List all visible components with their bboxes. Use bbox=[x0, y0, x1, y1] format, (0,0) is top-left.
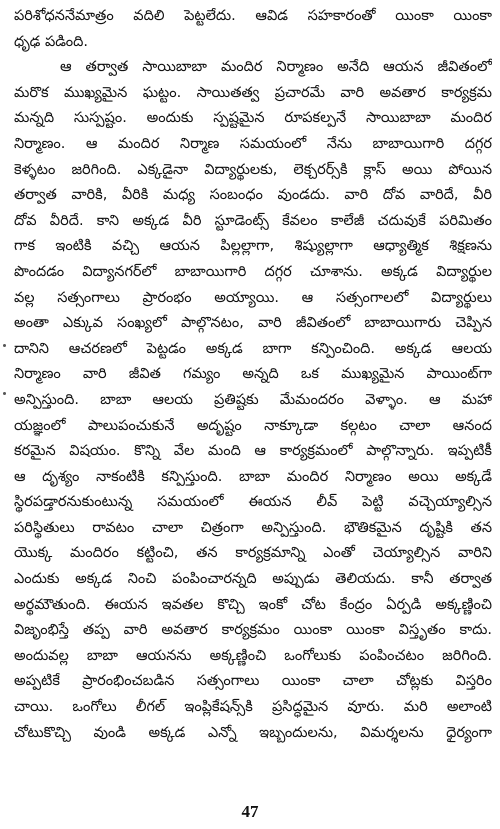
margin-speck bbox=[3, 392, 6, 395]
text-line: వల్ల సత్సంగాలు ప్రారంభం అయ్యాయి. ఆ సత్సంగాలలో విద్యార్థులు bbox=[14, 289, 492, 306]
text-line: చోటుకొచ్చి వుండి అక్కడ ఎన్నో ఇబ్బందులను, విమర్శలను ధైర్యంగా bbox=[14, 724, 492, 741]
text-line: కరమైన విషయం. కొన్ని వేల మంది ఆ కార్యక్రమంలో పాల్గొన్నారు. ఇప్పటికీ bbox=[14, 443, 492, 460]
text-line: పరిస్థితులు రావటం చాలా చిత్రంగా అన్పిస్తుంది. భౌతికమైన దృష్టికి తన bbox=[14, 519, 492, 536]
text-line: ఎందుకు అక్కడ నించి పంపించారన్నది అప్పుడు తెలియదు. కానీ తర్వాత bbox=[14, 571, 492, 588]
text-line: పరిశోధననేమాత్రం వదిలి పెట్టలేదు. ఆవిడ సహకారంతో యింకా యింకా bbox=[14, 8, 492, 24]
text-line: తర్వాత వారికి, వీరికి మధ్య సంబంధం వుండదు. వారి దోవ వారిదే, వీరి bbox=[14, 187, 492, 204]
text-line: అన్పిస్తుంది. బాబా ఆలయ ప్రతిష్టకు మేమందరం వెళ్ళాం. ఆ మహా bbox=[14, 391, 492, 408]
text-line: విజృంభిస్తే తప్ప వారి అవతార కార్యక్రమం యింకా యింకా విస్తృతం కాదు. bbox=[14, 622, 492, 639]
text-line: అందువల్ల బాబా ఆయనను అక్కణ్ణించి ఒంగోలుకు పంపించటం జరిగింది. bbox=[14, 647, 492, 664]
text-line: నిర్మాణం వారి జీవిత గమ్యం అన్నది ఒక ముఖ్యమైన పాయింట్‌గా bbox=[14, 366, 492, 383]
text-line: ధృఢ పడింది. bbox=[14, 33, 89, 50]
text-line: చాయి. ఒంగోలు లీగల్ ఇంప్లికేషన్స్‌కి ప్రసిద్ధమైన వూరు. మరి అలాంటి bbox=[14, 699, 492, 716]
text-line: నిర్మాణం. ఆ మందిర నిర్మాణ సమయంలో నేను బాబాయిగారి దగ్గర bbox=[14, 135, 492, 152]
text-line: ఆ తర్వాత సాయిబాబా మందిర నిర్మాణం అనేది ఆయన జీవితంలో bbox=[60, 59, 492, 76]
body-text bbox=[14, 4, 492, 746]
text-line: పొందడం విద్యానగర్‌లో బాబాయిగారి దగ్గర చూశాను. అక్కడ విద్యార్థుల bbox=[14, 263, 492, 280]
text-line: యజ్ఞంలో పాలుపంచుకునే అదృష్టం నాక్కూడా కల్గటం చాలా ఆనంద bbox=[14, 417, 492, 434]
text-line: స్థిరపడ్తారనుకుంటున్న సమయంలో ఈయన లీవ్ పెట్టి వచ్చెయ్యాల్సిన bbox=[14, 494, 492, 511]
text-line: యొక్క మందిరం కట్టించి, తన కార్యక్రమాన్ని ఎంతో చెయ్యాల్సిన వారిని bbox=[14, 545, 492, 562]
text-line: మన్నది సుస్పష్టం. అందుకు స్పష్టమైన రూపకల్పనే సాయిబాబా మందిర bbox=[14, 110, 492, 127]
text-line: మరొక ముఖ్యమైన ఘట్టం. సాయితత్వ ప్రచారమే వారి అవతార కార్యక్రమ bbox=[14, 84, 492, 101]
text-line: ఆ దృశ్యం నాకంటికి కన్పిస్తుంది. బాబా మందిర నిర్మాణం అయి అక్కడే bbox=[14, 468, 492, 485]
text-line: అప్పటికే ప్రారంభించబడిన సత్సంగాలు యింకా చాలా చోట్లకు విస్తరిం bbox=[14, 673, 492, 690]
margin-speck bbox=[3, 344, 6, 347]
text-line: అర్థమౌతుంది. ఈయన ఇవతల కొచ్చి ఇంకో చోట కేంద్రం ఏర్పడి అక్కణ్ణించి bbox=[14, 596, 492, 613]
text-line: కెళ్ళటం జరిగింది. ఎక్కడైనా విద్యార్థులకు, లెక్చరర్స్‌కి క్లాస్ అయి పోయిన bbox=[14, 161, 492, 178]
text-line: దోవ వీరిదే. కాని అక్కడ వీరి స్టూడెంట్స్ కేవలం కాలేజీ చదువుకే పరిమితం bbox=[14, 212, 492, 229]
text-line: అంతా ఎక్కువ సంఖ్యలో పాల్గొనటం, వారి జీవితంలో బాబాయిగారు చెప్పిన bbox=[14, 315, 492, 332]
page-number: 47 bbox=[241, 802, 259, 821]
text-line: గాక ఇంటికి వచ్చి ఆయన పిల్లల్లాగా, శిష్యుల్లాగా ఆధ్యాత్మిక శిక్షణను bbox=[14, 238, 492, 255]
text-line: దానిని ఆచరణలో పెట్టడం అక్కడ బాగా కన్పించింది. అక్కడ ఆలయ bbox=[14, 340, 492, 357]
